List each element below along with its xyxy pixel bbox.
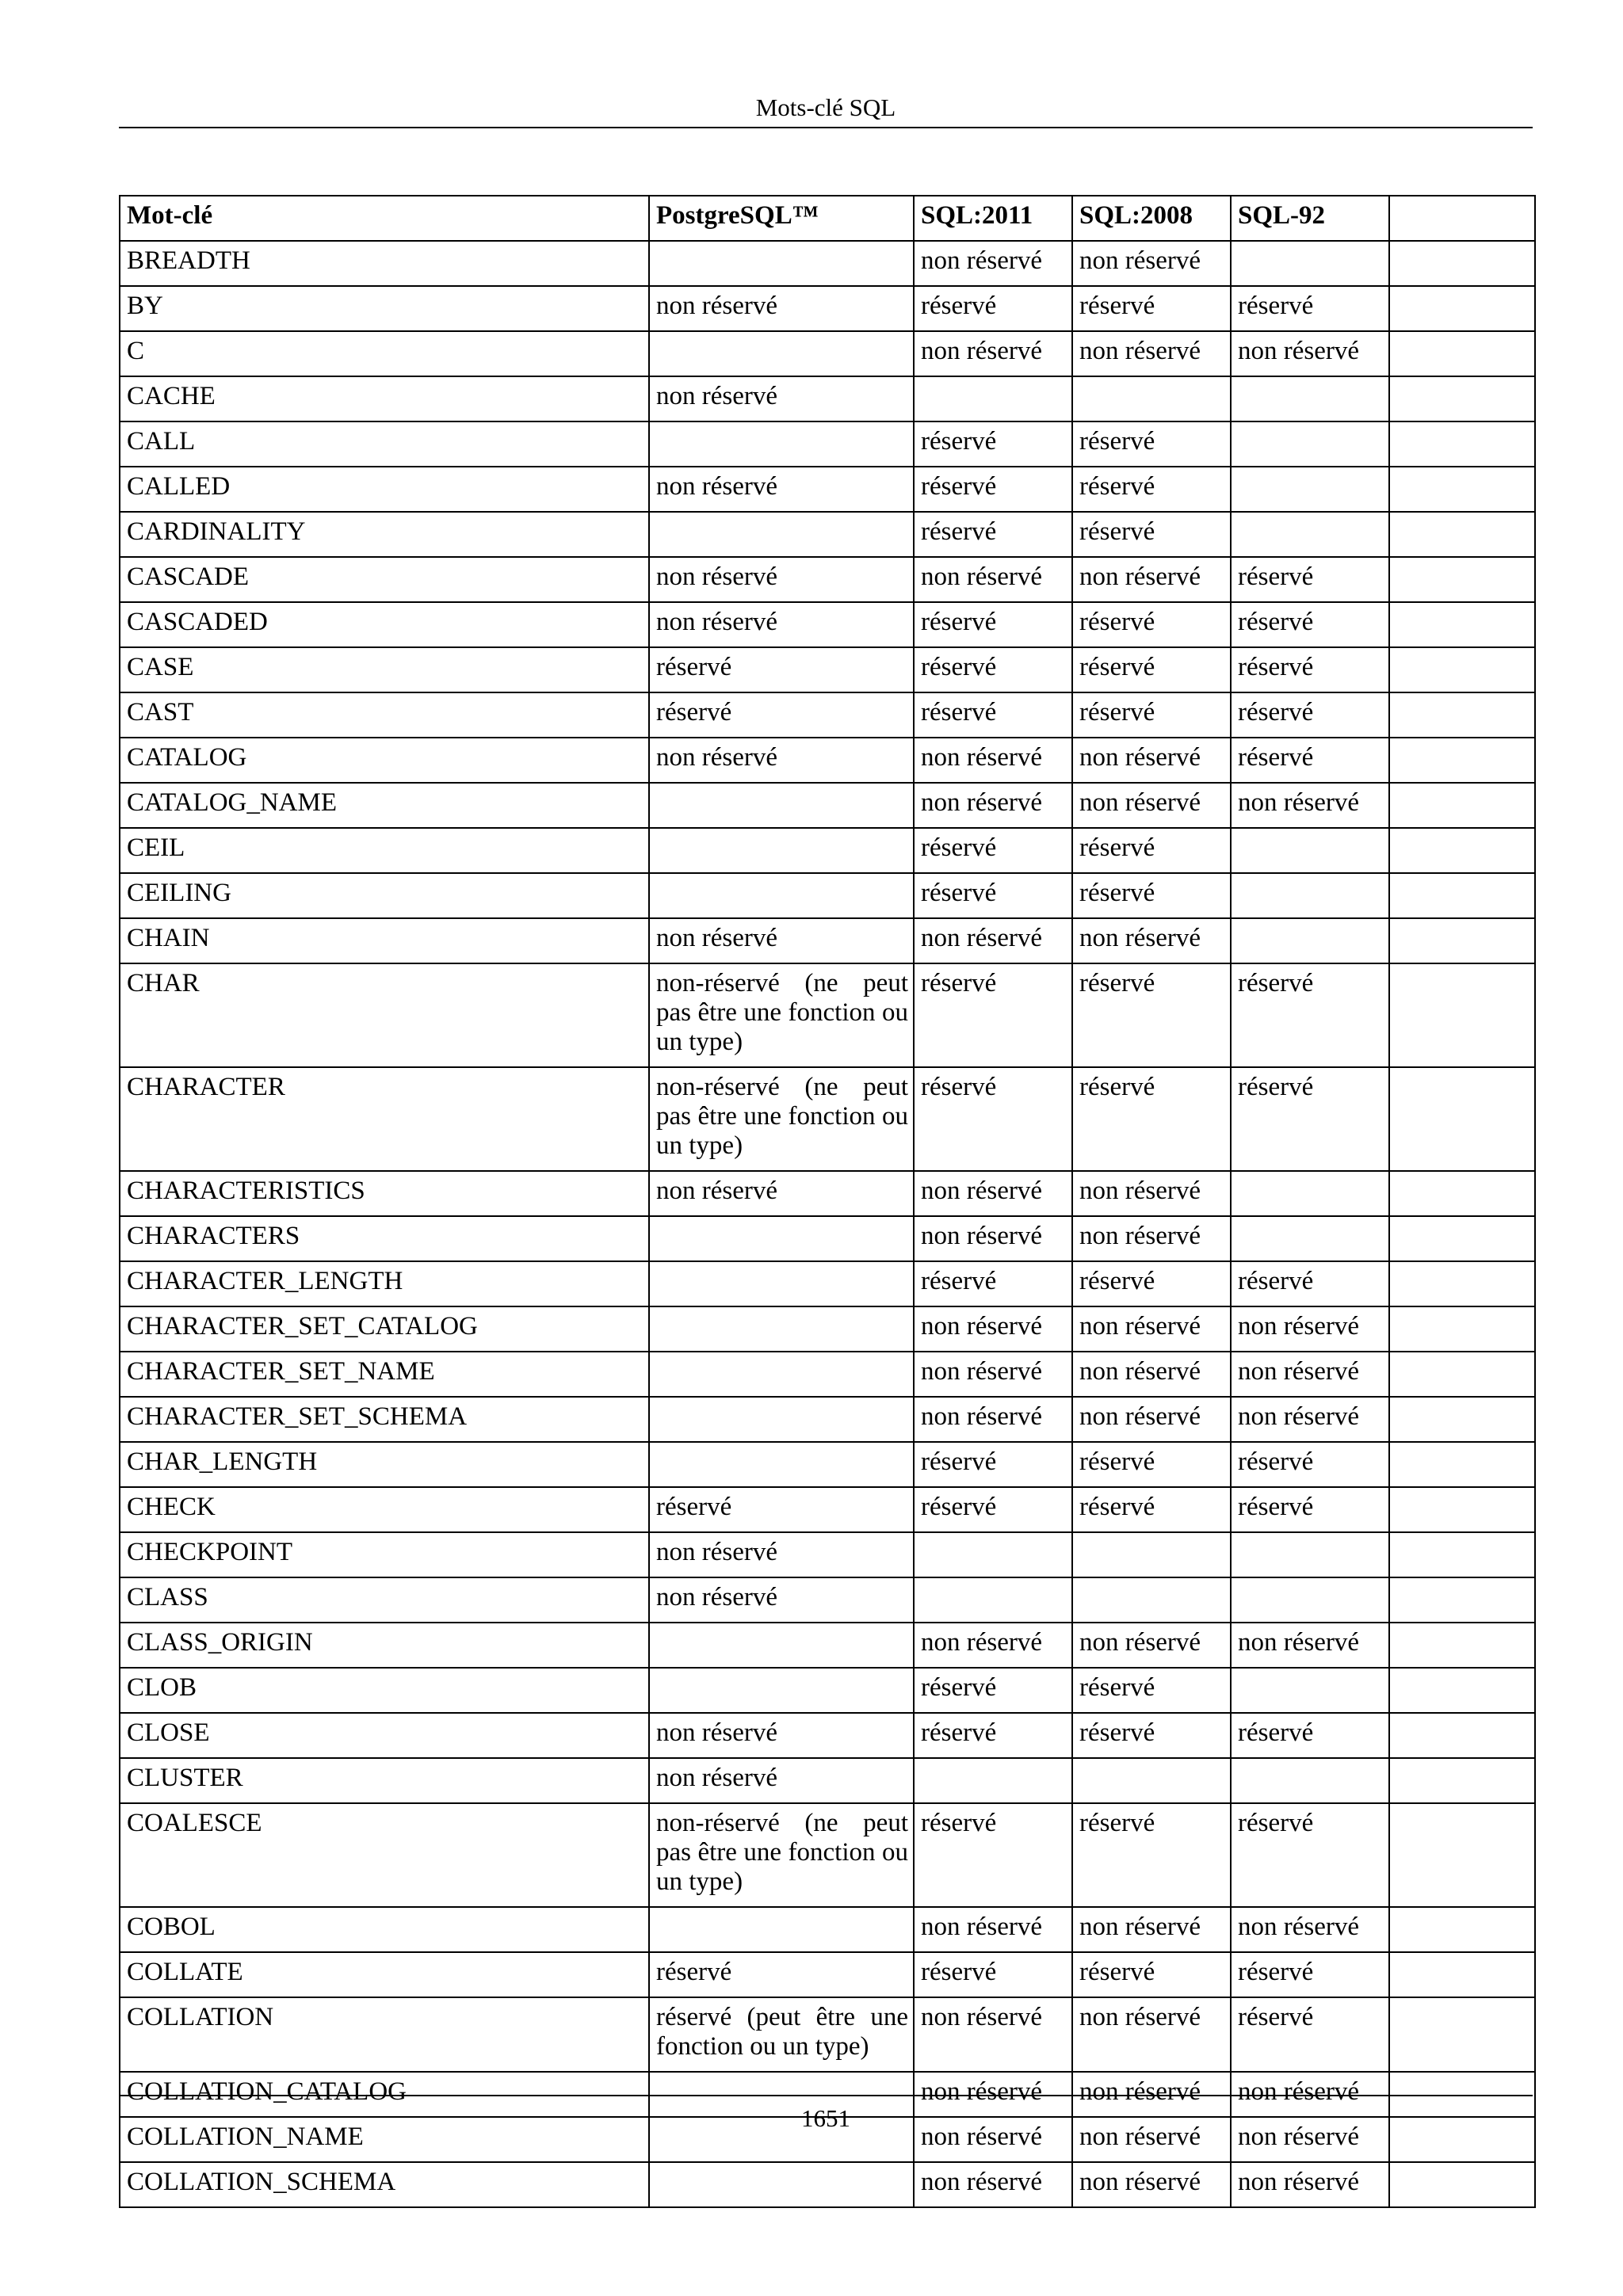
table-row bbox=[120, 2162, 1535, 2207]
cell-sql2008: réservé bbox=[1072, 692, 1231, 738]
cell-keyword: COBOL bbox=[120, 1907, 649, 1952]
table-row bbox=[120, 1907, 1535, 1952]
cell-sql2011: non réservé bbox=[914, 2162, 1072, 2207]
cell-keyword: CHAIN bbox=[120, 918, 649, 963]
cell-keyword: CHARACTER_LENGTH bbox=[120, 1261, 649, 1306]
table-row bbox=[120, 1577, 1535, 1623]
cell-keyword: CEIL bbox=[120, 828, 649, 873]
cell-sql92 bbox=[1231, 828, 1389, 873]
cell-sql2011: réservé bbox=[914, 1261, 1072, 1306]
cell-sql2008: non réservé bbox=[1072, 241, 1231, 286]
cell-extra bbox=[1389, 783, 1535, 828]
table-row bbox=[120, 1713, 1535, 1758]
cell-sql92 bbox=[1231, 1216, 1389, 1261]
table-row bbox=[120, 1952, 1535, 1997]
cell-keyword: CHARACTER_SET_SCHEMA bbox=[120, 1397, 649, 1442]
cell-sql2011 bbox=[914, 1758, 1072, 1803]
cell-sql2011: réservé bbox=[914, 1713, 1072, 1758]
cell-keyword: CAST bbox=[120, 692, 649, 738]
cell-postgresql: non réservé bbox=[649, 467, 914, 512]
cell-keyword: CHARACTERS bbox=[120, 1216, 649, 1261]
cell-postgresql bbox=[649, 512, 914, 557]
table-row bbox=[120, 1758, 1535, 1803]
cell-extra bbox=[1389, 1952, 1535, 1997]
column-header-sql92: SQL-92 bbox=[1231, 196, 1389, 241]
cell-sql2011: réservé bbox=[914, 1952, 1072, 1997]
cell-sql92: réservé bbox=[1231, 1067, 1389, 1171]
cell-postgresql: non réservé bbox=[649, 557, 914, 602]
cell-extra bbox=[1389, 963, 1535, 1067]
cell-sql2011: réservé bbox=[914, 602, 1072, 647]
table-header-row bbox=[120, 196, 1535, 241]
cell-extra bbox=[1389, 1997, 1535, 2072]
cell-extra bbox=[1389, 692, 1535, 738]
cell-keyword: CHAR bbox=[120, 963, 649, 1067]
cell-sql2008: réservé bbox=[1072, 286, 1231, 331]
cell-sql2008: non réservé bbox=[1072, 557, 1231, 602]
cell-extra bbox=[1389, 828, 1535, 873]
cell-keyword: CASCADED bbox=[120, 602, 649, 647]
table-row bbox=[120, 376, 1535, 421]
cell-sql2011: non réservé bbox=[914, 1171, 1072, 1216]
cell-sql92: non réservé bbox=[1231, 331, 1389, 376]
cell-sql2008: réservé bbox=[1072, 873, 1231, 918]
table-row bbox=[120, 873, 1535, 918]
cell-sql92 bbox=[1231, 467, 1389, 512]
cell-extra bbox=[1389, 873, 1535, 918]
column-header-postgresql: PostgreSQL™ bbox=[649, 196, 914, 241]
table-row bbox=[120, 828, 1535, 873]
cell-sql92 bbox=[1231, 1577, 1389, 1623]
table-row bbox=[120, 1306, 1535, 1352]
cell-sql92: non réservé bbox=[1231, 2117, 1389, 2162]
cell-extra bbox=[1389, 1352, 1535, 1397]
cell-sql2008: réservé bbox=[1072, 467, 1231, 512]
table-row bbox=[120, 1067, 1535, 1171]
cell-sql2011: réservé bbox=[914, 286, 1072, 331]
cell-postgresql: non réservé bbox=[649, 1532, 914, 1577]
cell-postgresql bbox=[649, 1216, 914, 1261]
cell-sql92: non réservé bbox=[1231, 2072, 1389, 2117]
cell-postgresql: réservé bbox=[649, 1487, 914, 1532]
cell-keyword: CLASS bbox=[120, 1577, 649, 1623]
cell-sql92 bbox=[1231, 1532, 1389, 1577]
table-row bbox=[120, 1668, 1535, 1713]
cell-keyword: COLLATE bbox=[120, 1952, 649, 1997]
cell-sql2011: réservé bbox=[914, 1803, 1072, 1907]
cell-keyword: CHARACTER_SET_NAME bbox=[120, 1352, 649, 1397]
cell-sql2011: réservé bbox=[914, 1668, 1072, 1713]
cell-sql92: non réservé bbox=[1231, 1907, 1389, 1952]
table-row bbox=[120, 1171, 1535, 1216]
cell-postgresql: non réservé bbox=[649, 1171, 914, 1216]
cell-sql92: réservé bbox=[1231, 738, 1389, 783]
cell-sql2011: non réservé bbox=[914, 1907, 1072, 1952]
cell-sql2011 bbox=[914, 376, 1072, 421]
cell-postgresql bbox=[649, 1907, 914, 1952]
cell-sql92: réservé bbox=[1231, 1713, 1389, 1758]
table-row bbox=[120, 1216, 1535, 1261]
cell-sql2011: non réservé bbox=[914, 557, 1072, 602]
cell-sql2011: non réservé bbox=[914, 2117, 1072, 2162]
cell-sql2008: non réservé bbox=[1072, 783, 1231, 828]
cell-keyword: COLLATION bbox=[120, 1997, 649, 2072]
table-row bbox=[120, 1397, 1535, 1442]
cell-keyword: CASE bbox=[120, 647, 649, 692]
cell-extra bbox=[1389, 286, 1535, 331]
cell-sql92: réservé bbox=[1231, 1997, 1389, 2072]
cell-extra bbox=[1389, 1067, 1535, 1171]
page-title: Mots-clé SQL bbox=[755, 93, 896, 121]
column-header-sql2011: SQL:2011 bbox=[914, 196, 1072, 241]
cell-sql92: réservé bbox=[1231, 647, 1389, 692]
cell-keyword: CATALOG bbox=[120, 738, 649, 783]
cell-postgresql: non réservé bbox=[649, 1577, 914, 1623]
cell-sql2008: non réservé bbox=[1072, 1397, 1231, 1442]
cell-extra bbox=[1389, 1907, 1535, 1952]
cell-keyword: CLUSTER bbox=[120, 1758, 649, 1803]
cell-sql2008: réservé bbox=[1072, 1261, 1231, 1306]
cell-sql2008: réservé bbox=[1072, 1668, 1231, 1713]
cell-keyword: CATALOG_NAME bbox=[120, 783, 649, 828]
cell-sql2008: réservé bbox=[1072, 963, 1231, 1067]
table-row bbox=[120, 1623, 1535, 1668]
cell-postgresql bbox=[649, 873, 914, 918]
cell-sql92 bbox=[1231, 421, 1389, 467]
cell-postgresql: non réservé bbox=[649, 918, 914, 963]
cell-extra bbox=[1389, 1306, 1535, 1352]
cell-sql2008: réservé bbox=[1072, 512, 1231, 557]
cell-sql92: réservé bbox=[1231, 963, 1389, 1067]
table-row bbox=[120, 421, 1535, 467]
cell-sql2011: réservé bbox=[914, 421, 1072, 467]
cell-extra bbox=[1389, 1668, 1535, 1713]
cell-keyword: CLOB bbox=[120, 1668, 649, 1713]
cell-extra bbox=[1389, 467, 1535, 512]
cell-extra bbox=[1389, 1261, 1535, 1306]
cell-keyword: CHECK bbox=[120, 1487, 649, 1532]
cell-sql92: réservé bbox=[1231, 692, 1389, 738]
table-row bbox=[120, 512, 1535, 557]
cell-keyword: CEILING bbox=[120, 873, 649, 918]
cell-sql2008: non réservé bbox=[1072, 918, 1231, 963]
cell-sql2011: non réservé bbox=[914, 1397, 1072, 1442]
cell-keyword: CASCADE bbox=[120, 557, 649, 602]
cell-keyword: BREADTH bbox=[120, 241, 649, 286]
cell-sql2008: non réservé bbox=[1072, 1907, 1231, 1952]
cell-sql2008: non réservé bbox=[1072, 1997, 1231, 2072]
table-row bbox=[120, 467, 1535, 512]
table-row bbox=[120, 557, 1535, 602]
page-footer bbox=[119, 2095, 1533, 2138]
table-row bbox=[120, 1532, 1535, 1577]
cell-sql92 bbox=[1231, 241, 1389, 286]
cell-extra bbox=[1389, 421, 1535, 467]
cell-sql2008: non réservé bbox=[1072, 2117, 1231, 2162]
cell-postgresql: réservé bbox=[649, 692, 914, 738]
cell-sql2008: non réservé bbox=[1072, 2162, 1231, 2207]
cell-extra bbox=[1389, 1171, 1535, 1216]
cell-sql2008: non réservé bbox=[1072, 331, 1231, 376]
cell-extra bbox=[1389, 1487, 1535, 1532]
cell-postgresql: non-réservé (ne peut pas être une fonction ou un type) bbox=[649, 963, 914, 1067]
cell-keyword: COALESCE bbox=[120, 1803, 649, 1907]
cell-extra bbox=[1389, 1623, 1535, 1668]
table-row bbox=[120, 241, 1535, 286]
cell-sql2011 bbox=[914, 1577, 1072, 1623]
cell-keyword: CALLED bbox=[120, 467, 649, 512]
cell-sql92: non réservé bbox=[1231, 1306, 1389, 1352]
cell-postgresql bbox=[649, 331, 914, 376]
cell-sql2011: non réservé bbox=[914, 783, 1072, 828]
cell-sql2008: non réservé bbox=[1072, 738, 1231, 783]
cell-sql2011: réservé bbox=[914, 512, 1072, 557]
cell-keyword: COLLATION_NAME bbox=[120, 2117, 649, 2162]
cell-extra bbox=[1389, 512, 1535, 557]
column-header-sql2008: SQL:2008 bbox=[1072, 196, 1231, 241]
cell-postgresql bbox=[649, 828, 914, 873]
cell-sql2011: non réservé bbox=[914, 1997, 1072, 2072]
cell-sql2008: réservé bbox=[1072, 1487, 1231, 1532]
cell-sql92: réservé bbox=[1231, 557, 1389, 602]
cell-extra bbox=[1389, 331, 1535, 376]
column-header-keyword: Mot-clé bbox=[120, 196, 649, 241]
cell-sql2008: non réservé bbox=[1072, 1352, 1231, 1397]
cell-extra bbox=[1389, 241, 1535, 286]
cell-sql2008: non réservé bbox=[1072, 1216, 1231, 1261]
cell-sql92 bbox=[1231, 873, 1389, 918]
cell-postgresql bbox=[649, 783, 914, 828]
cell-sql92: réservé bbox=[1231, 1442, 1389, 1487]
cell-keyword: CHAR_LENGTH bbox=[120, 1442, 649, 1487]
column-header-extra bbox=[1389, 196, 1535, 241]
cell-keyword: COLLATION_CATALOG bbox=[120, 2072, 649, 2117]
keywords-table bbox=[119, 195, 1536, 2208]
table-row bbox=[120, 602, 1535, 647]
cell-sql2011: non réservé bbox=[914, 331, 1072, 376]
cell-extra bbox=[1389, 557, 1535, 602]
page-header bbox=[119, 89, 1533, 128]
cell-sql2008: réservé bbox=[1072, 1713, 1231, 1758]
cell-extra bbox=[1389, 1713, 1535, 1758]
cell-sql2011: réservé bbox=[914, 828, 1072, 873]
table-row bbox=[120, 331, 1535, 376]
cell-sql2008: réservé bbox=[1072, 1067, 1231, 1171]
cell-keyword: CARDINALITY bbox=[120, 512, 649, 557]
cell-postgresql: non réservé bbox=[649, 1713, 914, 1758]
cell-postgresql bbox=[649, 1352, 914, 1397]
cell-keyword: COLLATION_SCHEMA bbox=[120, 2162, 649, 2207]
cell-keyword: CACHE bbox=[120, 376, 649, 421]
cell-extra bbox=[1389, 1216, 1535, 1261]
cell-sql92: non réservé bbox=[1231, 2162, 1389, 2207]
cell-postgresql: non réservé bbox=[649, 286, 914, 331]
cell-sql2008 bbox=[1072, 376, 1231, 421]
cell-extra bbox=[1389, 647, 1535, 692]
table-row bbox=[120, 963, 1535, 1067]
cell-keyword: CALL bbox=[120, 421, 649, 467]
cell-sql92: réservé bbox=[1231, 1487, 1389, 1532]
cell-sql2011: réservé bbox=[914, 873, 1072, 918]
cell-sql2008: réservé bbox=[1072, 647, 1231, 692]
cell-extra bbox=[1389, 376, 1535, 421]
cell-sql92: réservé bbox=[1231, 1261, 1389, 1306]
cell-sql2011: non réservé bbox=[914, 241, 1072, 286]
cell-sql2011: non réservé bbox=[914, 1623, 1072, 1668]
table-row bbox=[120, 1352, 1535, 1397]
cell-sql2008: non réservé bbox=[1072, 1171, 1231, 1216]
cell-keyword: CLOSE bbox=[120, 1713, 649, 1758]
table-row bbox=[120, 1261, 1535, 1306]
table-row bbox=[120, 692, 1535, 738]
table-row bbox=[120, 918, 1535, 963]
cell-sql92 bbox=[1231, 918, 1389, 963]
cell-postgresql: non réservé bbox=[649, 738, 914, 783]
cell-sql2011 bbox=[914, 1532, 1072, 1577]
cell-sql2008 bbox=[1072, 1577, 1231, 1623]
cell-postgresql: réservé (peut être une fonction ou un type) bbox=[649, 1997, 914, 2072]
cell-sql2008 bbox=[1072, 1758, 1231, 1803]
cell-sql92: non réservé bbox=[1231, 1397, 1389, 1442]
cell-postgresql bbox=[649, 241, 914, 286]
cell-sql92: réservé bbox=[1231, 286, 1389, 331]
cell-sql2008: non réservé bbox=[1072, 2072, 1231, 2117]
cell-sql92 bbox=[1231, 376, 1389, 421]
table-row bbox=[120, 738, 1535, 783]
cell-extra bbox=[1389, 602, 1535, 647]
cell-keyword: CHARACTERISTICS bbox=[120, 1171, 649, 1216]
cell-sql2011: réservé bbox=[914, 467, 1072, 512]
cell-sql92: non réservé bbox=[1231, 1623, 1389, 1668]
cell-sql2008 bbox=[1072, 1532, 1231, 1577]
page-number: 1651 bbox=[801, 2104, 850, 2132]
cell-sql2008: non réservé bbox=[1072, 1623, 1231, 1668]
cell-sql2011: non réservé bbox=[914, 1306, 1072, 1352]
cell-postgresql: non réservé bbox=[649, 602, 914, 647]
cell-sql2008: réservé bbox=[1072, 1803, 1231, 1907]
cell-sql2011: réservé bbox=[914, 647, 1072, 692]
cell-sql2008: réservé bbox=[1072, 828, 1231, 873]
cell-keyword: CHARACTER bbox=[120, 1067, 649, 1171]
cell-sql2011: non réservé bbox=[914, 738, 1072, 783]
table-row bbox=[120, 1442, 1535, 1487]
cell-sql92: réservé bbox=[1231, 602, 1389, 647]
cell-extra bbox=[1389, 918, 1535, 963]
cell-postgresql: non réservé bbox=[649, 376, 914, 421]
cell-sql2008: réservé bbox=[1072, 1952, 1231, 1997]
cell-sql2011: non réservé bbox=[914, 918, 1072, 963]
cell-extra bbox=[1389, 738, 1535, 783]
cell-sql2008: réservé bbox=[1072, 602, 1231, 647]
table-body bbox=[120, 241, 1535, 2207]
table-row bbox=[120, 783, 1535, 828]
table-row bbox=[120, 1803, 1535, 1907]
cell-sql92: réservé bbox=[1231, 1952, 1389, 1997]
cell-keyword: CHARACTER_SET_CATALOG bbox=[120, 1306, 649, 1352]
cell-keyword: C bbox=[120, 331, 649, 376]
cell-sql92: non réservé bbox=[1231, 783, 1389, 828]
cell-keyword: CLASS_ORIGIN bbox=[120, 1623, 649, 1668]
cell-postgresql bbox=[649, 421, 914, 467]
cell-sql92 bbox=[1231, 1758, 1389, 1803]
cell-postgresql bbox=[649, 1623, 914, 1668]
cell-postgresql: non-réservé (ne peut pas être une fonction ou un type) bbox=[649, 1803, 914, 1907]
cell-sql2011: réservé bbox=[914, 1487, 1072, 1532]
cell-postgresql bbox=[649, 2162, 914, 2207]
cell-sql2011: réservé bbox=[914, 963, 1072, 1067]
cell-extra bbox=[1389, 1442, 1535, 1487]
cell-postgresql: réservé bbox=[649, 1952, 914, 1997]
cell-sql92: non réservé bbox=[1231, 1352, 1389, 1397]
cell-postgresql bbox=[649, 1397, 914, 1442]
cell-postgresql: non-réservé (ne peut pas être une fonction ou un type) bbox=[649, 1067, 914, 1171]
cell-postgresql bbox=[649, 1668, 914, 1713]
cell-sql92 bbox=[1231, 1171, 1389, 1216]
cell-keyword: CHECKPOINT bbox=[120, 1532, 649, 1577]
cell-extra bbox=[1389, 1532, 1535, 1577]
cell-extra bbox=[1389, 2162, 1535, 2207]
cell-sql2011: non réservé bbox=[914, 2072, 1072, 2117]
cell-extra bbox=[1389, 1758, 1535, 1803]
cell-sql92: réservé bbox=[1231, 1803, 1389, 1907]
cell-postgresql bbox=[649, 1442, 914, 1487]
cell-extra bbox=[1389, 1397, 1535, 1442]
table-row bbox=[120, 1487, 1535, 1532]
cell-postgresql: réservé bbox=[649, 647, 914, 692]
cell-sql92 bbox=[1231, 1668, 1389, 1713]
cell-sql2008: réservé bbox=[1072, 421, 1231, 467]
cell-extra bbox=[1389, 1577, 1535, 1623]
table-row bbox=[120, 647, 1535, 692]
cell-postgresql bbox=[649, 1261, 914, 1306]
cell-sql2008: non réservé bbox=[1072, 1306, 1231, 1352]
table-row bbox=[120, 1997, 1535, 2072]
cell-extra bbox=[1389, 1803, 1535, 1907]
table-row bbox=[120, 286, 1535, 331]
cell-postgresql: non réservé bbox=[649, 1758, 914, 1803]
cell-sql2011: réservé bbox=[914, 1442, 1072, 1487]
cell-sql92 bbox=[1231, 512, 1389, 557]
cell-keyword: BY bbox=[120, 286, 649, 331]
cell-sql2011: réservé bbox=[914, 1067, 1072, 1171]
cell-postgresql bbox=[649, 1306, 914, 1352]
cell-sql2011: non réservé bbox=[914, 1216, 1072, 1261]
cell-sql2011: réservé bbox=[914, 692, 1072, 738]
cell-sql2008: réservé bbox=[1072, 1442, 1231, 1487]
cell-sql2011: non réservé bbox=[914, 1352, 1072, 1397]
